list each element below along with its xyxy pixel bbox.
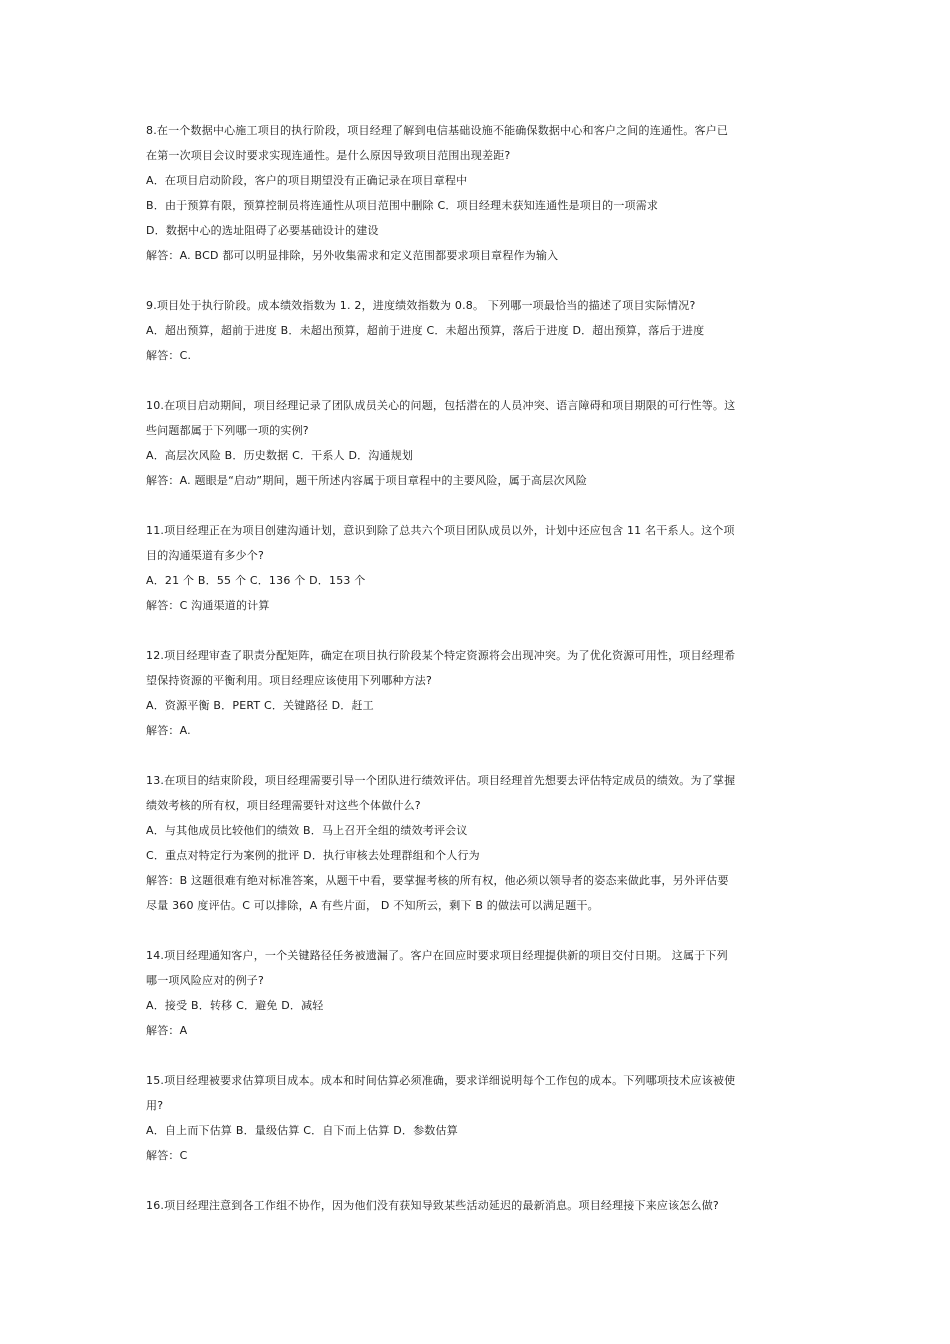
question-block <box>146 1193 814 1218</box>
question-text-line: 解答：B 这题很难有绝对标准答案，从题干中看，要掌握考核的所有权，他必须以领导者的姿态来做此事，另外评估要 <box>146 874 729 887</box>
question-block <box>146 1068 814 1168</box>
question-text-line: 尽量 360 度评估。C 可以排除，A 有些片面， D 不知所云，剩下 B 的做法可以满足题干。 <box>146 899 599 912</box>
question-text-line: 10.在项目启动期间，项目经理记录了团队成员关心的问题，包括潜在的人员冲突、语言障碍和项目期限的可行性等。这 <box>146 399 736 412</box>
question-text-line: 解答：C <box>146 1149 188 1162</box>
question-text-line: A．21 个 B．55 个 C．136 个 D．153 个 <box>146 574 366 587</box>
question-text-line: 13.在项目的结束阶段，项目经理需要引导一个团队进行绩效评估。项目经理首先想要去评估特定成员的绩效。为了掌握 <box>146 774 736 787</box>
question-text-line: C．重点对特定行为案例的批评 D．执行审核去处理群组和个人行为 <box>146 849 480 862</box>
question-list <box>146 118 814 1243</box>
question-block <box>146 293 814 368</box>
question-text-line: 解答：C 沟通渠道的计算 <box>146 599 270 612</box>
question-text-line: A．资源平衡 B．PERT C．关键路径 D．赶工 <box>146 699 374 712</box>
question-text-line: A．高层次风险 B．历史数据 C．干系人 D．沟通规划 <box>146 449 414 462</box>
question-text-line: A．接受 B．转移 C．避免 D．减轻 <box>146 999 324 1012</box>
question-text-line: D．数据中心的选址阻碍了必要基础设计的建设 <box>146 224 379 237</box>
question-block <box>146 518 814 618</box>
question-block <box>146 393 814 493</box>
question-text-line: 哪一项风险应对的例子? <box>146 974 265 987</box>
question-text-line: 解答：C. <box>146 349 192 362</box>
question-text-line: A．在项目启动阶段，客户的项目期望没有正确记录在项目章程中 <box>146 174 468 187</box>
question-block <box>146 643 814 743</box>
question-block <box>146 768 814 918</box>
question-text-line: 14.项目经理通知客户，一个关键路径任务被遗漏了。客户在回应时要求项目经理提供新的项目交付日期。 这属于下列 <box>146 949 728 962</box>
question-text-line: 11.项目经理正在为项目创建沟通计划，意识到除了总共六个项目团队成员以外，计划中还应包含 11 名干系人。这个项 <box>146 524 735 537</box>
question-text-line: A．与其他成员比较他们的绩效 B．马上召开全组的绩效考评会议 <box>146 824 468 837</box>
question-text-line: 解答：A <box>146 1024 188 1037</box>
question-text-line: 12.项目经理审查了职责分配矩阵，确定在项目执行阶段某个特定资源将会出现冲突。为了优化资源可用性，项目经理希 <box>146 649 736 662</box>
question-text-line: 些问题都属于下列哪一项的实例? <box>146 424 309 437</box>
question-text-line: 8.在一个数据中心施工项目的执行阶段，项目经理了解到电信基础设施不能确保数据中心和客户之间的连通性。客户已 <box>146 124 729 137</box>
question-text-line: 解答：A. <box>146 724 191 737</box>
question-block <box>146 118 814 268</box>
question-text-line: A．自上而下估算 B．量级估算 C．自下而上估算 D．参数估算 <box>146 1124 458 1137</box>
question-text-line: B．由于预算有限，预算控制员将连通性从项目范围中删除 C．项目经理未获知连通性是项目的一项需求 <box>146 199 659 212</box>
question-text-line: 在第一次项目会议时要求实现连通性。是什么原因导致项目范围出现差距? <box>146 149 511 162</box>
question-text-line: A．超出预算，超前于进度 B．未超出预算，超前于进度 C．未超出预算，落后于进度 D．超出预算，落后于进度 <box>146 324 705 337</box>
question-block <box>146 943 814 1043</box>
question-text-line: 9.项目处于执行阶段。成本绩效指数为 1. 2，进度绩效指数为 0.8。 下列哪一项最恰当的描述了项目实际情况? <box>146 299 696 312</box>
question-text-line: 用? <box>146 1099 164 1112</box>
question-text-line: 绩效考核的所有权，项目经理需要针对这些个体做什么? <box>146 799 421 812</box>
question-text-line: 解答：A. BCD 都可以明显排除，另外收集需求和定义范围都要求项目章程作为输入 <box>146 249 559 262</box>
question-text-line: 15.项目经理被要求估算项目成本。成本和时间估算必须准确，要求详细说明每个工作包的成本。下列哪项技术应该被使 <box>146 1074 736 1087</box>
question-text-line: 目的沟通渠道有多少个? <box>146 549 265 562</box>
question-text-line: 望保持资源的平衡利用。项目经理应该使用下列哪种方法? <box>146 674 433 687</box>
question-text-line: 16.项目经理注意到各工作组不协作，因为他们没有获知导致某些活动延迟的最新消息。项目经理接下来应该怎么做? <box>146 1199 719 1212</box>
question-text-line: 解答：A. 题眼是“启动”期间，题干所述内容属于项目章程中的主要风险，属于高层次风险 <box>146 474 588 487</box>
